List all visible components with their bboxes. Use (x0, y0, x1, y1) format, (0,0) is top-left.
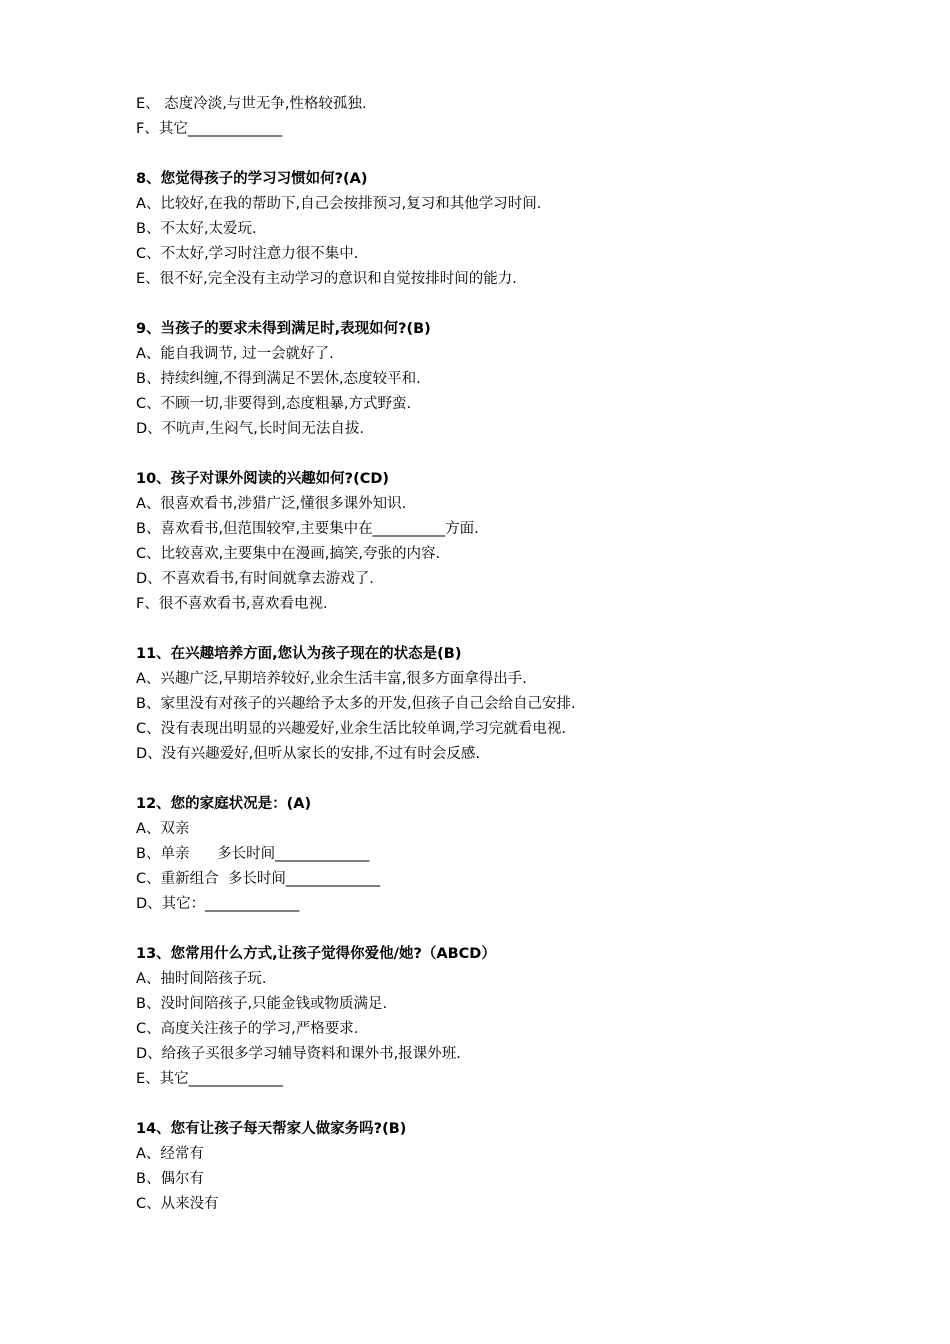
option-line: D、其它：_____________ (136, 896, 300, 912)
option-line: B、不太好,太爱玩. (136, 221, 257, 237)
option-line: E、 态度冷淡,与世无争,性格较孤独. (136, 96, 367, 112)
question-title: 11、在兴趣培养方面,您认为孩子现在的状态是(B) (136, 646, 462, 662)
option-line: A、能自我调节, 过一会就好了. (136, 346, 334, 362)
option-line: C、比较喜欢,主要集中在漫画,搞笑,夸张的内容. (136, 546, 441, 562)
option-line: A、很喜欢看书,涉猎广泛,懂很多课外知识. (136, 496, 407, 512)
option-line: B、喜欢看书,但范围较窄,主要集中在__________方面. (136, 521, 479, 537)
question-13 (136, 942, 836, 1092)
option-line: C、不太好,学习时注意力很不集中. (136, 246, 359, 262)
option-line: A、抽时间陪孩子玩. (136, 971, 267, 987)
question-14 (136, 1117, 836, 1217)
option-line: D、给孩子买很多学习辅导资料和课外书,报课外班. (136, 1046, 461, 1062)
option-line: B、单亲 多长时间_____________ (136, 846, 370, 862)
option-line: C、高度关注孩子的学习,严格要求. (136, 1021, 359, 1037)
option-line: F、其它_____________ (136, 121, 283, 137)
spacer (136, 767, 836, 792)
option-line: B、偶尔有 (136, 1171, 204, 1187)
question-9 (136, 317, 836, 442)
option-line: D、没有兴趣爱好,但听从家长的安排,不过有时会反感. (136, 746, 480, 762)
spacer (136, 142, 836, 167)
option-line: C、不顾一切,非要得到,态度粗暴,方式野蛮. (136, 396, 412, 412)
option-line: D、不喜欢看书,有时间就拿去游戏了. (136, 571, 374, 587)
option-line: C、没有表现出明显的兴趣爱好,业余生活比较单调,学习完就看电视. (136, 721, 566, 737)
spacer (136, 442, 836, 467)
question-10 (136, 467, 836, 617)
option-line: C、重新组合 多长时间_____________ (136, 871, 381, 887)
question-8 (136, 167, 836, 292)
option-line: D、不吭声,生闷气,长时间无法自拔. (136, 421, 364, 437)
question-11 (136, 642, 836, 767)
option-line: A、比较好,在我的帮助下,自己会按排预习,复习和其他学习时间. (136, 196, 542, 212)
question-title: 14、您有让孩子每天帮家人做家务吗?(B) (136, 1121, 407, 1137)
option-line: B、没时间陪孩子,只能金钱或物质满足. (136, 996, 388, 1012)
option-line: F、很不喜欢看书,喜欢看电视. (136, 596, 328, 612)
question-title: 8、您觉得孩子的学习习惯如何?(A) (136, 171, 368, 187)
option-line: E、很不好,完全没有主动学习的意识和自觉按排时间的能力. (136, 271, 517, 287)
option-line: C、从来没有 (136, 1196, 219, 1212)
option-line: A、双亲 (136, 821, 190, 837)
spacer (136, 292, 836, 317)
spacer (136, 617, 836, 642)
option-line: E、其它_____________ (136, 1071, 283, 1087)
spacer (136, 917, 836, 942)
question-title: 12、您的家庭状况是：(A) (136, 796, 312, 812)
question-12 (136, 792, 836, 917)
question-title: 9、当孩子的要求未得到满足时,表现如何?(B) (136, 321, 431, 337)
option-line: B、持续纠缠,不得到满足不罢休,态度较平和. (136, 371, 421, 387)
lead-options (136, 92, 836, 142)
option-line: B、家里没有对孩子的兴趣给予太多的开发,但孩子自己会给自己安排. (136, 696, 576, 712)
spacer (136, 1092, 836, 1117)
question-title: 13、您常用什么方式,让孩子觉得你爱他/她?（ABCD） (136, 946, 496, 962)
option-line: A、经常有 (136, 1146, 204, 1162)
document-page (136, 92, 836, 1217)
question-title: 10、孩子对课外阅读的兴趣如何?(CD) (136, 471, 390, 487)
option-line: A、兴趣广泛,早期培养较好,业余生活丰富,很多方面拿得出手. (136, 671, 527, 687)
